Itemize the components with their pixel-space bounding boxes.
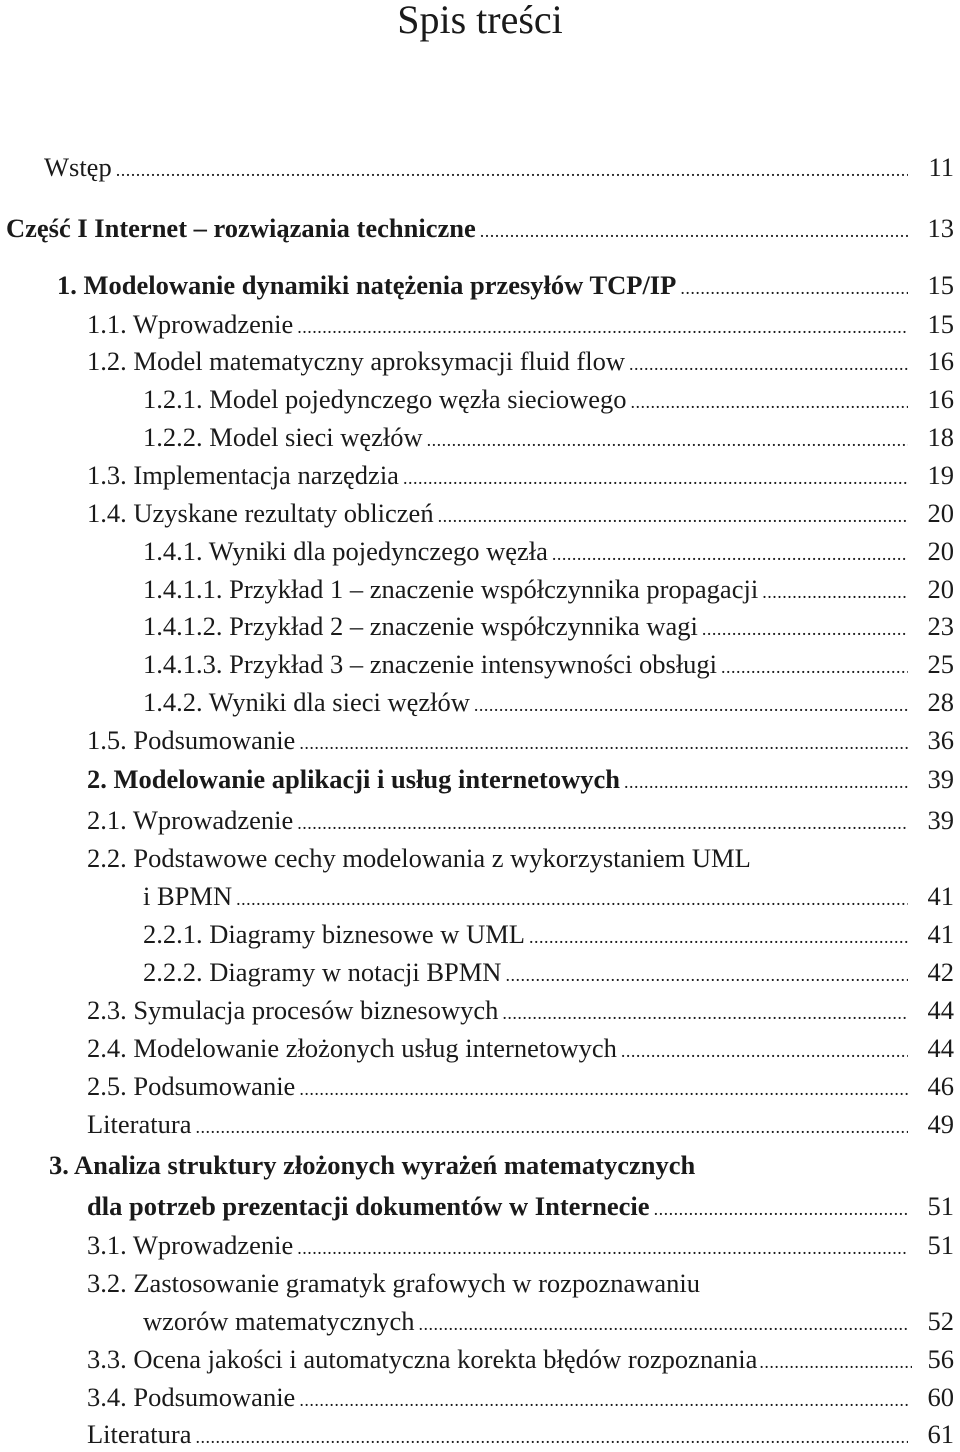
dot-leader	[116, 155, 908, 185]
toc-entry	[143, 1306, 954, 1339]
toc-entry-page: 36	[927, 725, 954, 755]
toc-entry-page: 56	[927, 1344, 954, 1374]
dot-leader	[299, 728, 908, 758]
toc-entry-title: 3.2. Zastosowanie gramatyk grafowych w rozpoznawaniu	[87, 1268, 700, 1298]
dot-leader	[236, 884, 908, 914]
toc-entry-title-continued: dla potrzeb prezentacji dokumentów w Internecie	[87, 1191, 650, 1221]
toc-entry-title: 2.5. Podsumowanie	[87, 1071, 296, 1101]
page-title: Spis treści	[397, 0, 563, 42]
dot-leader	[654, 1194, 908, 1224]
toc-entry-title: 1.1. Wprowadzenie	[87, 309, 294, 339]
toc-entry-title: 1.3. Implementacja narzędzia	[87, 460, 399, 490]
dot-leader	[297, 1233, 908, 1263]
toc-entry	[87, 498, 954, 531]
toc-entry	[87, 309, 954, 342]
dot-leader	[680, 273, 908, 303]
toc-entry	[57, 270, 954, 303]
toc-entry-title: 2.1. Wprowadzenie	[87, 805, 294, 835]
toc-entry-title-continued: i BPMN	[143, 881, 233, 911]
toc-entry-page: 51	[927, 1191, 954, 1221]
dot-leader	[630, 387, 908, 417]
toc-entry-title: 1. Modelowanie dynamiki natężenia przesyłów TCP/IP	[57, 270, 677, 300]
toc-entry	[143, 919, 954, 952]
toc-entry-page: 15	[927, 309, 954, 339]
toc-entry-page: 41	[927, 881, 954, 911]
dot-leader	[297, 808, 908, 838]
toc-entry-page: 46	[927, 1071, 954, 1101]
toc-entry-page: 51	[927, 1230, 954, 1260]
toc-entry-page: 11	[928, 152, 954, 182]
toc-entry-title: 2.2.2. Diagramy w notacji BPMN	[143, 957, 502, 987]
toc-entry-page: 19	[927, 460, 954, 490]
toc-entry-title: 1.2.2. Model sieci węzłów	[143, 422, 423, 452]
toc-entry	[87, 1382, 954, 1415]
toc-entry-title: 1.4.1.1. Przykład 1 – znaczenie współczynnika propagacji	[143, 574, 759, 604]
toc-entry-page: 28	[927, 687, 954, 717]
toc-entry-title: Literatura	[87, 1419, 192, 1449]
toc-entry-title: 3.4. Podsumowanie	[87, 1382, 296, 1412]
toc-entry	[87, 1191, 954, 1224]
dot-leader	[403, 463, 908, 493]
dot-leader	[721, 652, 908, 682]
toc-entry-title: 3. Analiza struktury złożonych wyrażeń matematycznych	[49, 1150, 696, 1180]
dot-leader	[529, 922, 908, 952]
toc-entry-page: 41	[927, 919, 954, 949]
toc-entry-title: 1.4.2. Wyniki dla sieci węzłów	[143, 687, 470, 717]
dot-leader	[621, 1036, 908, 1066]
toc-entry	[87, 1230, 954, 1263]
toc-entry-page: 16	[927, 346, 954, 376]
dot-leader	[702, 614, 908, 644]
dot-leader	[759, 1347, 912, 1377]
toc-entry	[143, 687, 954, 720]
toc-entry-title: 2.4. Modelowanie złożonych usług internetowych	[87, 1033, 617, 1063]
toc-entry-title: 1.4.1.2. Przykład 2 – znaczenie współczynnika wagi	[143, 611, 698, 641]
toc-entry-page: 15	[927, 270, 954, 300]
toc-entry	[143, 384, 954, 417]
toc-entry	[87, 1109, 954, 1142]
toc-entry-page: 18	[927, 422, 954, 452]
toc-entry-page: 20	[927, 536, 954, 566]
toc-entry-page: 44	[927, 1033, 954, 1063]
toc-entry-page: 61	[927, 1419, 954, 1449]
toc-entry-title: 1.2.1. Model pojedynczego węzła sieciowego	[143, 384, 627, 414]
toc-entry	[87, 1344, 954, 1377]
toc-entry	[143, 649, 954, 682]
toc-entry-title: 2.2. Podstawowe cechy modelowania z wykorzystaniem UML	[87, 843, 751, 873]
toc-entry	[87, 995, 954, 1028]
toc-entry-page: 44	[927, 995, 954, 1025]
dot-leader	[762, 577, 908, 607]
dot-leader	[629, 349, 908, 379]
dot-leader	[299, 1385, 908, 1415]
toc-entry-page: 25	[927, 649, 954, 679]
dot-leader	[474, 690, 908, 720]
toc-entry	[143, 536, 954, 569]
dot-leader	[438, 501, 908, 531]
toc-entry-title: Literatura	[87, 1109, 192, 1139]
toc-entry-title: 3.3. Ocena jakości i automatyczna korekta błędów rozpoznania	[87, 1344, 758, 1374]
toc-entry-page: 39	[927, 764, 954, 794]
toc-entry-page: 20	[927, 574, 954, 604]
toc-entry-page: 20	[927, 498, 954, 528]
toc-entry-title: 1.4. Uzyskane rezultaty obliczeń	[87, 498, 434, 528]
toc-entry-page: 16	[927, 384, 954, 414]
toc-entry-title-continued: wzorów matematycznych	[143, 1306, 415, 1336]
toc-entry	[143, 422, 954, 455]
toc-entry-title: 2.2.1. Diagramy biznesowe w UML	[143, 919, 525, 949]
toc-entry	[87, 1033, 954, 1066]
dot-leader	[505, 960, 908, 990]
dot-leader	[419, 1309, 908, 1339]
toc-entry-page: 39	[927, 805, 954, 835]
toc-entry-title: 1.2. Model matematyczny aproksymacji fluid flow	[87, 346, 625, 376]
toc-entry-page: 13	[927, 213, 954, 243]
toc-entry	[87, 764, 954, 797]
toc-entry-title: 1.4.1.3. Przykład 3 – znaczenie intensywności obsługi	[143, 649, 718, 679]
toc-entry	[87, 725, 954, 758]
toc-entry	[143, 574, 954, 607]
dot-leader	[427, 425, 908, 455]
toc-entry	[87, 460, 954, 493]
toc-entry-title: 1.5. Podsumowanie	[87, 725, 296, 755]
toc-entry-page: 23	[927, 611, 954, 641]
dot-leader	[502, 998, 908, 1028]
toc-entry	[44, 152, 954, 185]
toc-entry-title: 2. Modelowanie aplikacji i usług internetowych	[87, 764, 620, 794]
toc-entry-page: 42	[927, 957, 954, 987]
toc-entry-page: 49	[927, 1109, 954, 1139]
dot-leader	[552, 539, 908, 569]
dot-leader	[624, 767, 908, 797]
toc-entry-title: 2.3. Symulacja procesów biznesowych	[87, 995, 499, 1025]
toc-entry-page: 60	[927, 1382, 954, 1412]
toc-entry	[6, 213, 954, 246]
toc-entry	[87, 1419, 954, 1452]
toc-entry-title: Część I Internet – rozwiązania techniczne	[6, 213, 476, 243]
dot-leader	[480, 216, 908, 246]
dot-leader	[297, 312, 908, 342]
toc-entry-title: 3.1. Wprowadzenie	[87, 1230, 294, 1260]
toc-entry	[143, 881, 954, 914]
dot-leader	[299, 1074, 908, 1104]
toc-entry	[87, 1071, 954, 1104]
toc-entry-title: Wstęp	[44, 152, 112, 182]
toc-entry	[143, 611, 954, 644]
dot-leader	[195, 1422, 908, 1452]
toc-entry-title: 1.4.1. Wyniki dla pojedynczego węzła	[143, 536, 548, 566]
dot-leader	[195, 1112, 908, 1142]
toc-entry	[87, 805, 954, 838]
toc-entry	[143, 957, 954, 990]
toc-entry	[87, 346, 954, 379]
toc-entry-page: 52	[927, 1306, 954, 1336]
